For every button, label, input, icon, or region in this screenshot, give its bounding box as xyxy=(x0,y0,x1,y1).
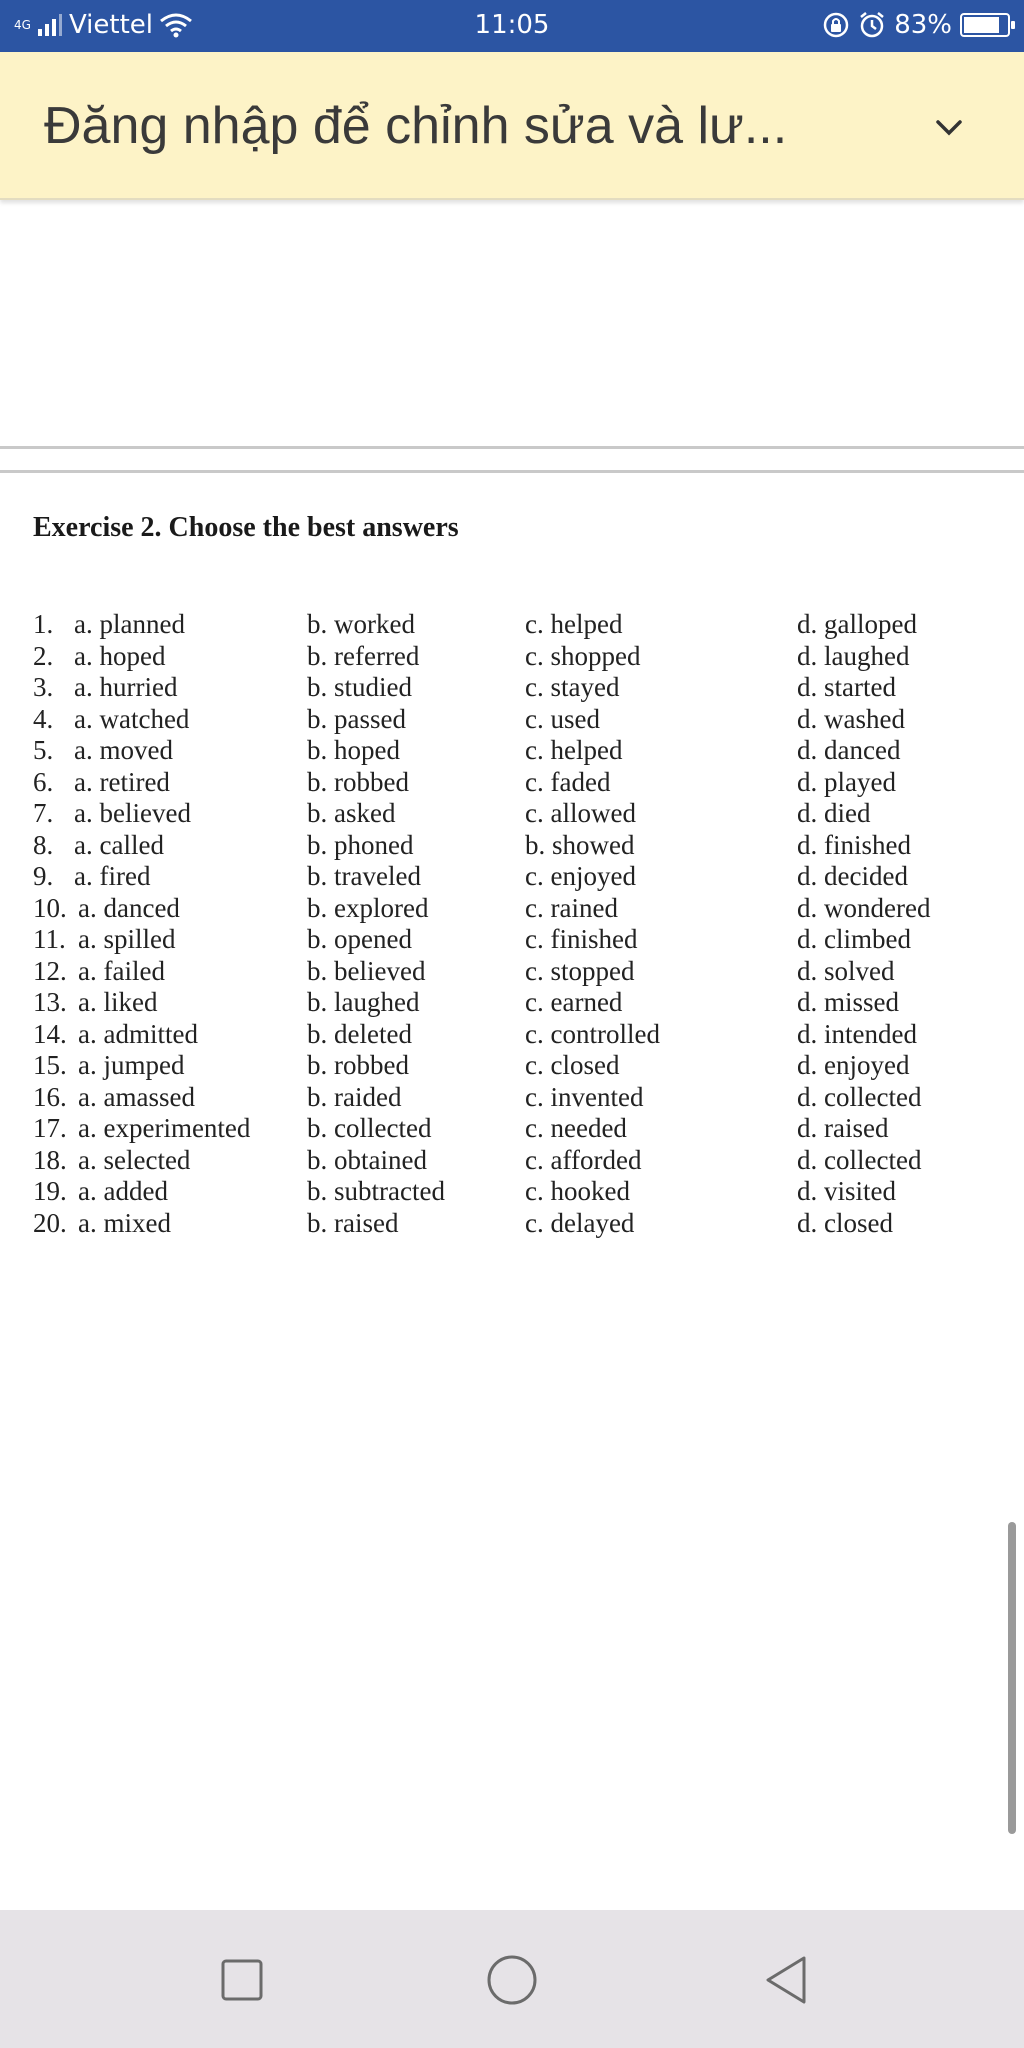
option-b: b. opened xyxy=(307,924,412,954)
question-row xyxy=(0,956,1024,987)
alarm-icon xyxy=(858,11,886,39)
option-b: b. referred xyxy=(307,640,420,671)
question-number: 14. xyxy=(33,1018,67,1049)
option-c: c. needed xyxy=(525,1113,627,1143)
option-d: d. climbed xyxy=(797,924,911,954)
question-number: 8. xyxy=(33,829,54,860)
option-a: a. added xyxy=(78,1176,168,1206)
option-d: d. collected xyxy=(797,1081,922,1112)
question-number: 2. xyxy=(33,640,54,671)
option-c: c. invented xyxy=(525,1081,644,1112)
option-c: b. showed xyxy=(525,829,635,860)
option-a: a. retired xyxy=(74,766,170,797)
question-row xyxy=(0,1113,1024,1144)
option-b: b. raised xyxy=(307,1207,399,1238)
option-a: a. called xyxy=(74,829,164,860)
option-a: a. believed xyxy=(74,798,191,828)
question-number: 19. xyxy=(33,1176,67,1206)
option-d: d. visited xyxy=(797,1176,896,1206)
option-b: b. laughed xyxy=(307,987,420,1017)
option-c: c. afforded xyxy=(525,1144,642,1175)
question-number: 7. xyxy=(33,798,54,828)
question-number: 11. xyxy=(33,924,66,954)
option-c: c. finished xyxy=(525,924,638,954)
battery-percent: 83% xyxy=(894,10,952,40)
banner-title: Đăng nhập để chỉnh sửa và lư... xyxy=(44,97,788,155)
question-number: 10. xyxy=(33,892,67,923)
option-c: c. controlled xyxy=(525,1018,660,1049)
question-row xyxy=(0,1145,1024,1176)
status-bar xyxy=(0,0,1024,52)
option-b: b. robbed xyxy=(307,1050,409,1080)
question-row xyxy=(0,1019,1024,1050)
option-d: d. played xyxy=(797,766,896,797)
option-b: b. explored xyxy=(307,892,429,923)
question-number: 17. xyxy=(33,1113,67,1143)
option-c: c. stopped xyxy=(525,955,635,986)
question-row xyxy=(0,1050,1024,1081)
option-b: b. believed xyxy=(307,955,426,986)
question-number: 20. xyxy=(33,1207,67,1238)
option-c: c. earned xyxy=(525,987,623,1017)
option-d: d. washed xyxy=(797,703,905,734)
option-d: d. raised xyxy=(797,1113,889,1143)
question-number: 9. xyxy=(33,861,54,891)
question-number: 16. xyxy=(33,1081,67,1112)
option-d: d. started xyxy=(797,672,896,702)
option-b: b. studied xyxy=(307,672,412,702)
question-row xyxy=(0,830,1024,861)
scrollbar[interactable] xyxy=(1008,1522,1016,1834)
option-c: c. shopped xyxy=(525,640,641,671)
network-type-badge: 4G xyxy=(14,18,31,32)
option-a: a. moved xyxy=(74,735,173,765)
question-row xyxy=(0,1176,1024,1207)
option-d: d. closed xyxy=(797,1207,893,1238)
option-c: c. helped xyxy=(525,735,623,765)
option-d: d. laughed xyxy=(797,640,910,671)
navigation-bar xyxy=(0,1910,1024,2048)
question-row xyxy=(0,861,1024,892)
option-b: b. subtracted xyxy=(307,1176,445,1206)
option-a: a. amassed xyxy=(78,1081,195,1112)
carrier-name: Viettel xyxy=(68,10,153,40)
option-a: a. danced xyxy=(78,892,180,923)
option-c: c. helped xyxy=(525,609,623,639)
option-a: a. liked xyxy=(78,987,158,1017)
question-row xyxy=(0,1208,1024,1239)
option-d: d. finished xyxy=(797,829,911,860)
question-number: 13. xyxy=(33,987,67,1017)
option-b: b. collected xyxy=(307,1113,432,1143)
option-d: d. danced xyxy=(797,735,901,765)
question-number: 4. xyxy=(33,703,54,734)
question-number: 15. xyxy=(33,1050,67,1080)
option-a: a. spilled xyxy=(78,924,176,954)
option-a: a. planned xyxy=(74,609,185,639)
option-b: b. worked xyxy=(307,609,415,639)
option-a: a. selected xyxy=(78,1144,191,1175)
option-a: a. jumped xyxy=(78,1050,185,1080)
option-c: c. delayed xyxy=(525,1207,635,1238)
home-circle-icon[interactable] xyxy=(486,1954,538,2006)
option-d: d. enjoyed xyxy=(797,1050,910,1080)
option-c: c. allowed xyxy=(525,798,636,828)
question-number: 1. xyxy=(33,609,54,639)
back-triangle-icon[interactable] xyxy=(760,1954,812,2006)
option-b: b. robbed xyxy=(307,766,409,797)
option-c: c. enjoyed xyxy=(525,861,636,891)
battery-icon xyxy=(960,13,1010,37)
option-b: b. obtained xyxy=(307,1144,427,1175)
option-b: b. passed xyxy=(307,703,406,734)
recents-square-icon[interactable] xyxy=(216,1954,268,2006)
sign-in-banner[interactable] xyxy=(0,52,1024,200)
option-d: d. galloped xyxy=(797,609,917,639)
option-a: a. hurried xyxy=(74,672,178,702)
option-b: b. traveled xyxy=(307,861,421,891)
question-number: 3. xyxy=(33,672,54,702)
option-d: d. missed xyxy=(797,987,900,1017)
option-d: d. collected xyxy=(797,1144,922,1175)
question-row xyxy=(0,735,1024,766)
option-d: d. died xyxy=(797,798,871,828)
option-d: d. solved xyxy=(797,955,895,986)
option-c: c. stayed xyxy=(525,672,620,702)
option-c: c. faded xyxy=(525,766,611,797)
option-a: a. experimented xyxy=(78,1113,251,1143)
option-a: a. hoped xyxy=(74,640,166,671)
option-a: a. admitted xyxy=(78,1018,198,1049)
battery-level-fill xyxy=(964,17,999,33)
chevron-down-icon[interactable] xyxy=(932,110,966,144)
question-row xyxy=(0,1082,1024,1113)
option-a: a. fired xyxy=(74,861,151,891)
question-number: 12. xyxy=(33,955,67,986)
question-row xyxy=(0,704,1024,735)
option-d: d. decided xyxy=(797,861,908,891)
page-separator-top xyxy=(0,446,1024,449)
question-number: 6. xyxy=(33,766,54,797)
question-row xyxy=(0,767,1024,798)
option-b: b. asked xyxy=(307,798,396,828)
option-b: b. hoped xyxy=(307,735,400,765)
question-row xyxy=(0,609,1024,640)
option-b: b. phoned xyxy=(307,829,414,860)
status-time: 11:05 xyxy=(474,10,550,40)
question-row xyxy=(0,672,1024,703)
status-right xyxy=(822,10,1010,40)
question-row xyxy=(0,641,1024,672)
option-c: c. used xyxy=(525,703,600,734)
option-d: d. wondered xyxy=(797,892,931,923)
question-number: 5. xyxy=(33,735,54,765)
rotation-lock-icon xyxy=(822,11,850,39)
option-a: a. mixed xyxy=(78,1207,171,1238)
option-c: c. hooked xyxy=(525,1176,630,1206)
question-row xyxy=(0,987,1024,1018)
option-c: c. closed xyxy=(525,1050,620,1080)
option-a: a. failed xyxy=(78,955,165,986)
option-a: a. watched xyxy=(74,703,190,734)
option-b: b. raided xyxy=(307,1081,402,1112)
exercise-title: Exercise 2. Choose the best answers xyxy=(33,512,459,543)
question-row xyxy=(0,798,1024,829)
option-d: d. intended xyxy=(797,1018,917,1049)
option-b: b. deleted xyxy=(307,1018,412,1049)
option-c: c. rained xyxy=(525,892,618,923)
question-number: 18. xyxy=(33,1144,67,1175)
question-row xyxy=(0,893,1024,924)
question-row xyxy=(0,924,1024,955)
